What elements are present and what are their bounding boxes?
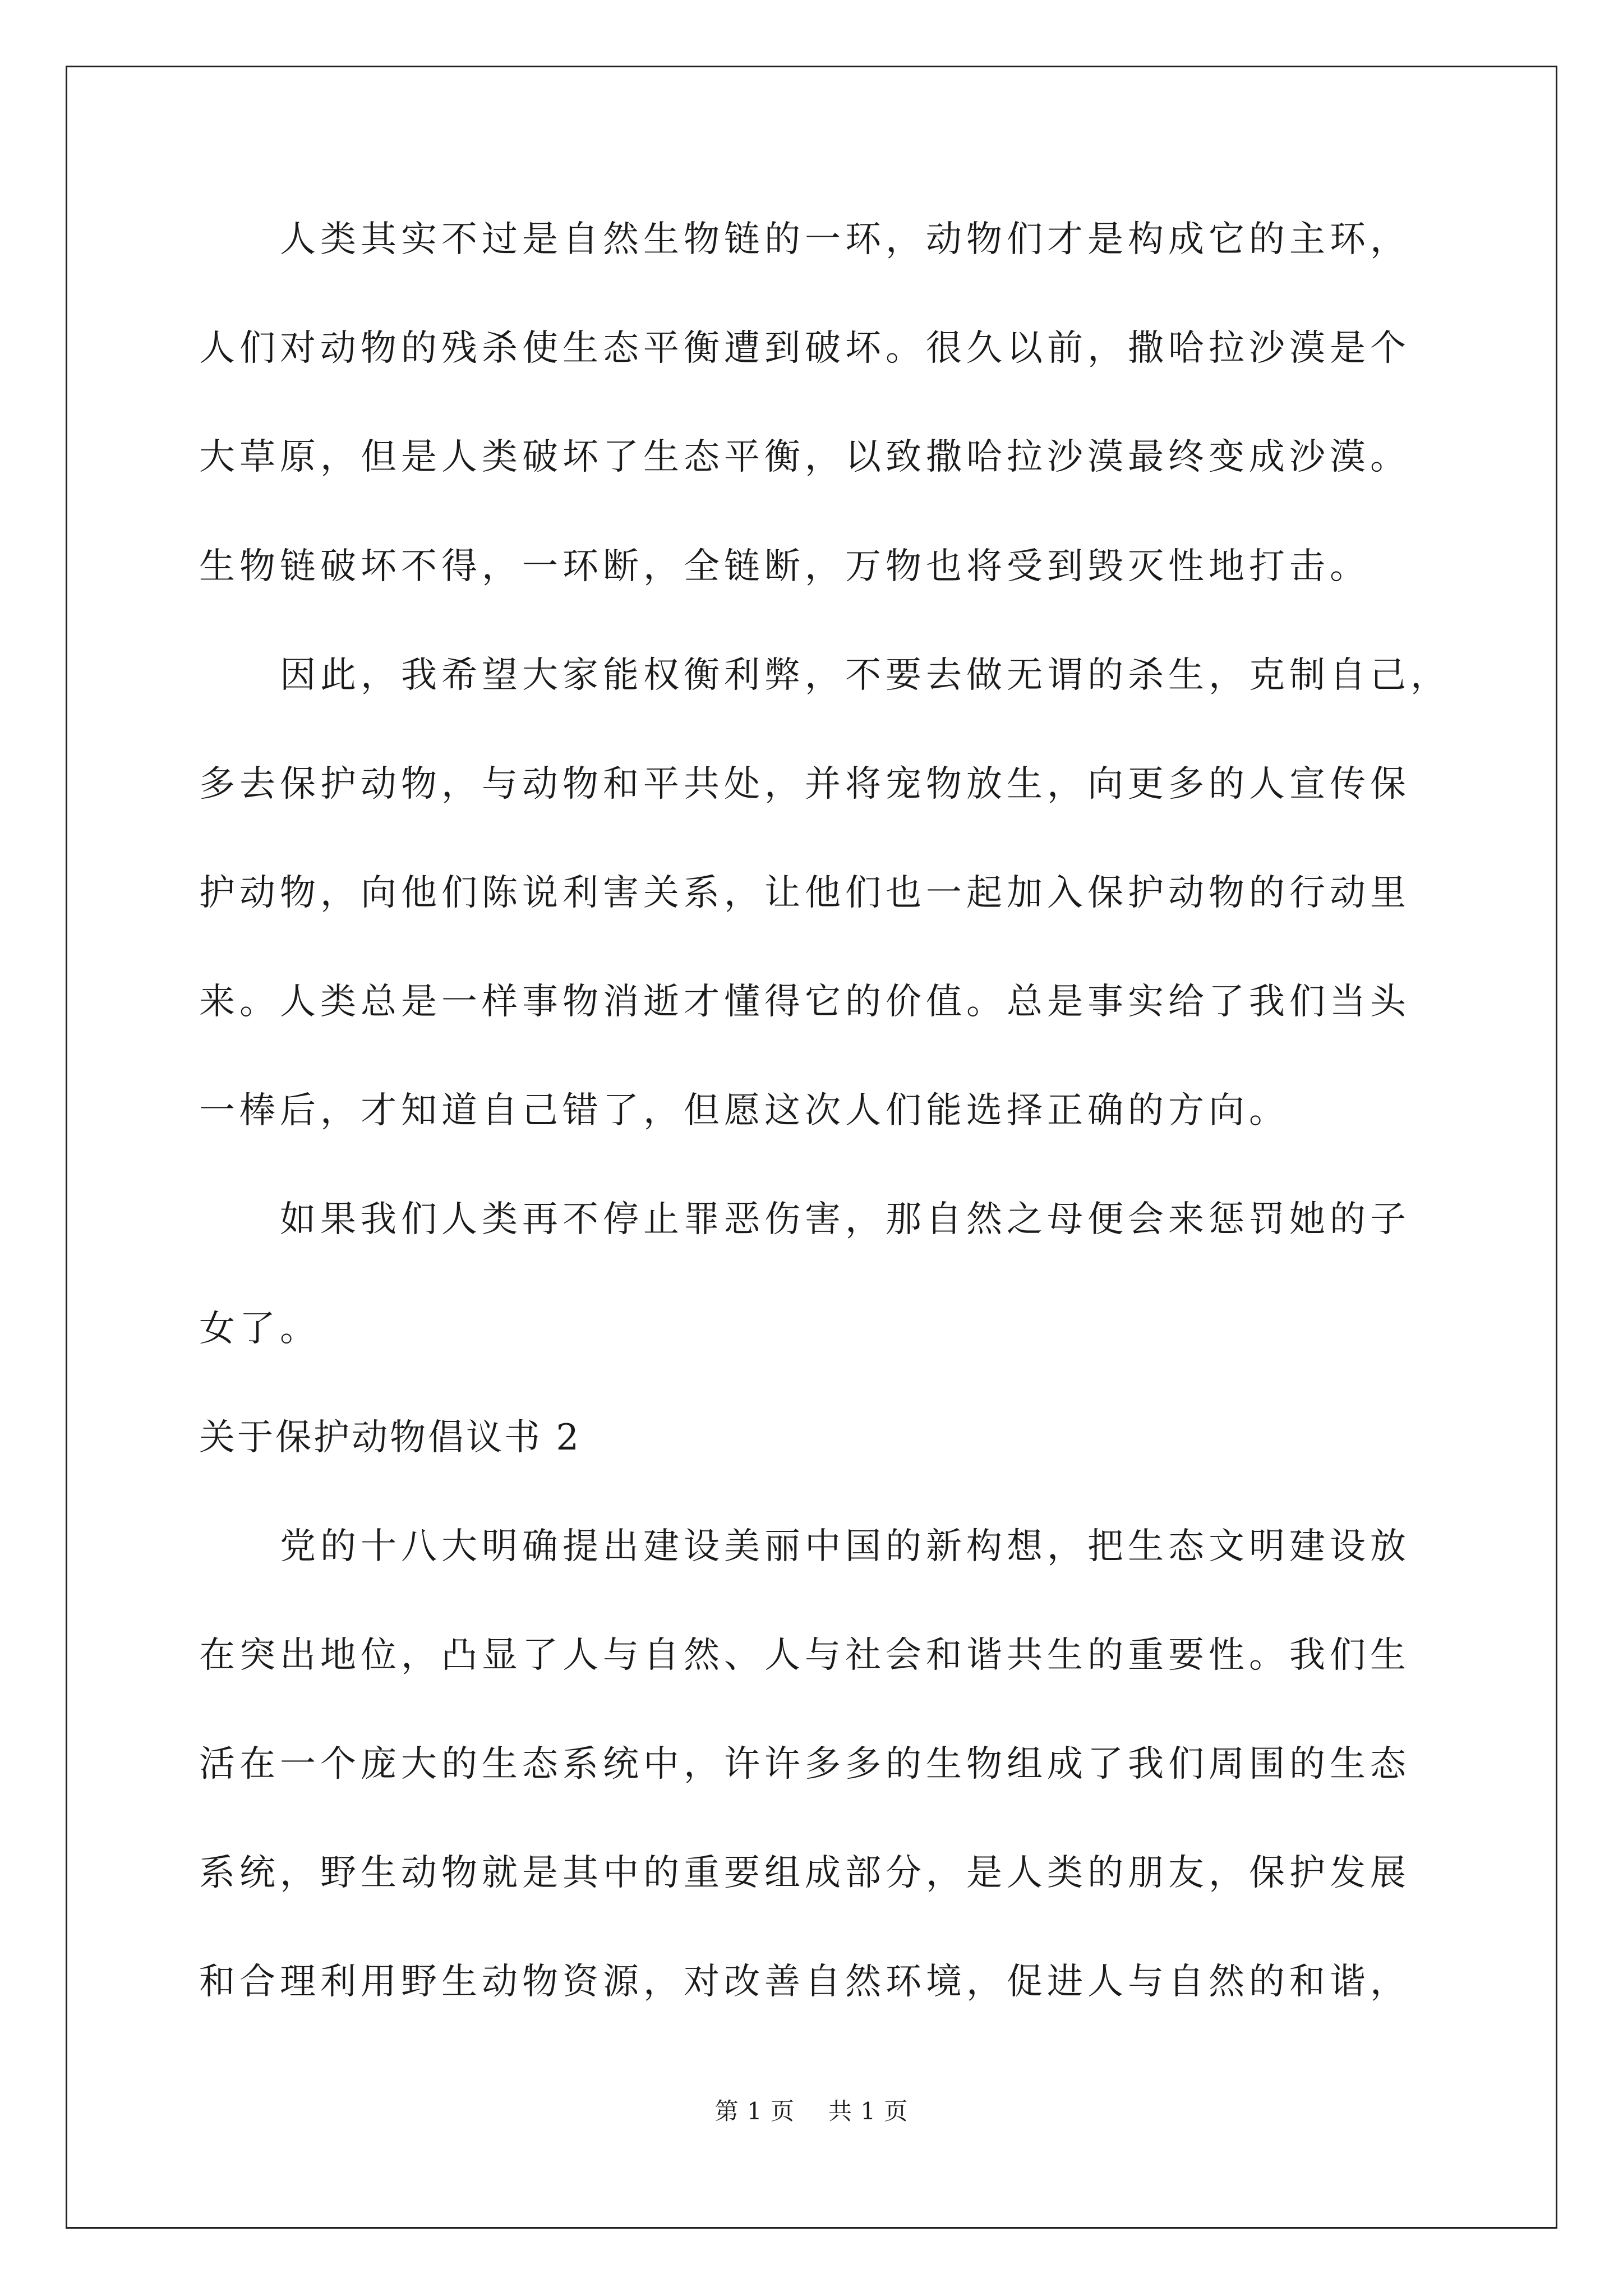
paragraph-line: 人们对动物的残杀使生态平衡遭到破坏。很久以前，撒哈拉沙漠是个 <box>199 328 1410 369</box>
paragraph-line: 活在一个庞大的生态系统中，许许多多的生物组成了我们周围的生态 <box>199 1743 1410 1785</box>
paragraph-line: 党的十八大明确提出建设美丽中国的新构想，把生态文明建设放 <box>199 1526 1410 1567</box>
page-footer <box>0 2097 1623 2125</box>
paragraph-line: 护动物，向他们陈说利害关系，让他们也一起加入保护动物的行动里 <box>199 872 1410 914</box>
section-heading: 关于保护动物倡议书 2 <box>199 1417 582 1458</box>
paragraph-line: 来。人类总是一样事物消逝才懂得它的价值。总是事实给了我们当头 <box>199 981 1410 1023</box>
paragraph-line: 多去保护动物，与动物和平共处，并将宠物放生，向更多的人宣传保 <box>199 763 1410 805</box>
page-total: 共 1 页 <box>828 2097 909 2125</box>
paragraph-line: 如果我们人类再不停止罪恶伤害，那自然之母便会来惩罚她的子 <box>199 1199 1410 1240</box>
paragraph-line: 和合理利用野生动物资源，对改善自然环境，促进人与自然的和谐， <box>199 1961 1410 2003</box>
paragraph-line: 一棒后，才知道自己错了，但愿这次人们能选择正确的方向。 <box>199 1090 1289 1131</box>
paragraph-line: 大草原，但是人类破坏了生态平衡，以致撒哈拉沙漠最终变成沙漠。 <box>199 436 1410 478</box>
paragraph-line: 因此，我希望大家能权衡利弊，不要去做无谓的杀生，克制自己， <box>199 655 1451 696</box>
page-border <box>66 66 1557 2229</box>
paragraph-line: 人类其实不过是自然生物链的一环，动物们才是构成它的主环， <box>199 219 1410 260</box>
paragraph-line: 女了。 <box>199 1308 320 1350</box>
paragraph-line: 系统，野生动物就是其中的重要组成部分，是人类的朋友，保护发展 <box>199 1852 1410 1894</box>
paragraph-line: 在突出地位，凸显了人与自然、人与社会和谐共生的重要性。我们生 <box>199 1635 1410 1676</box>
paragraph-line: 生物链破坏不得，一环断，全链断，万物也将受到毁灭性地打击。 <box>199 546 1370 587</box>
page-number: 第 1 页 <box>714 2097 795 2125</box>
